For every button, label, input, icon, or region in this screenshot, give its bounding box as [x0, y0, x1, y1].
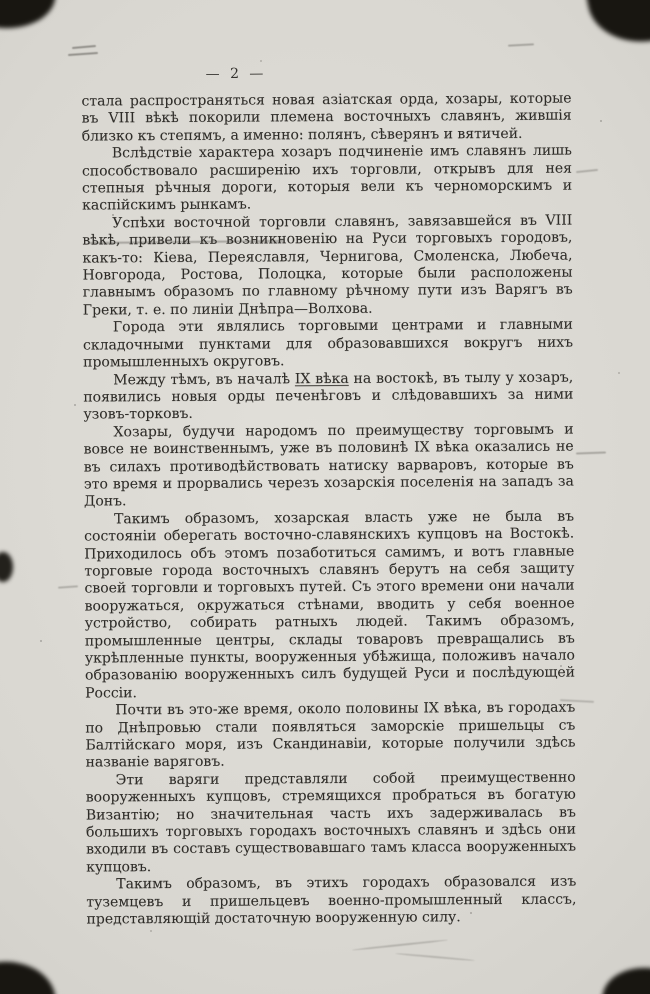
paragraph: Успѣхи восточной торговли славянъ, завязавшейся въ VIII вѣкѣ, привели къ возникновенію на Руси торговыхъ городовъ, какъ-то: Кіева, Переяславля, Чернигова, Смоленска, Любеча, Новгорода, Ростова, Полоцка, которые были расположены главнымъ образомъ по главному рѣчному пути изъ Варягъ въ Греки, т. е. по линіи Днѣпра—Волхова.	[82, 212, 573, 319]
paragraph: Такимъ образомъ, въ этихъ городахъ образовался изъ туземцевъ и пришельцевъ военно-промышленный классъ, представляющій достаточную вооруженную силу.	[86, 873, 577, 928]
scan-artifact	[352, 939, 448, 951]
scan-artifact	[576, 169, 598, 173]
scan-artifact	[58, 585, 78, 588]
scan-artifact	[508, 43, 534, 46]
scan-corner-artifact	[0, 0, 58, 36]
paragraph: Эти варяги представляли собой преимущественно вооруженныхъ купцовъ, стремящихся пробраться въ богатую Византію; но значительная часть ихъ задерживалась въ большихъ торговыхъ городахъ восточныхъ славянъ и здѣсь они входили въ составъ существовавшаго тамъ класса вооруженныхъ купцовъ.	[85, 769, 577, 876]
scan-corner-artifact	[0, 955, 58, 994]
page-number: — 2 —	[205, 65, 267, 83]
paragraph: Почти въ это-же время, около половины IX вѣка, въ городахъ по Днѣпровью стали появляться заморскіе пришельцы съ Балтійскаго моря, изъ Скандинавіи, которые получили здѣсь названіе варяговъ.	[85, 699, 576, 771]
scan-artifact	[68, 52, 98, 56]
paragraph: Такимъ образомъ, хозарская власть уже не была въ состояніи оберегать восточно-славянскихъ купцовъ на Востокѣ. Приходилось объ этомъ позаботиться самимъ, и вотъ главные торговые города восточныхъ славянъ берутъ на себя защиту своей торговли и торговыхъ путей. Съ этого времени они начали вооружаться, окружаться стѣнами, вводить у себя военное устройство, собирать ратныхъ людей. Такимъ образомъ, промышленные центры, склады товаровъ превращались въ укрѣпленные пункты, вооруженныя убѣжища, положивъ начало образованію вооруженныхъ силъ будущей Руси и послѣдующей Россіи.	[84, 508, 576, 702]
scan-artifact	[576, 451, 606, 454]
scan-corner-artifact	[584, 0, 650, 52]
scan-edge-blot	[0, 552, 13, 582]
paragraph: стала распространяться новая азіатская орда, хозары, которые въ VIII вѣкѣ покорили племена восточныхъ славянъ, жившія близко къ степямъ, а именно: полянъ, сѣверянъ и вятичей.	[81, 90, 572, 145]
paragraph: Между тѣмъ, въ началѣ IX вѣка на востокѣ, въ тылу у хозаръ, появились новыя орды печенѣговъ и слѣдовавшихъ за ними узовъ-торковъ.	[83, 369, 574, 423]
underlined-text: IX вѣка	[294, 370, 349, 387]
paragraph: Вслѣдствіе характера хозаръ подчиненіе имъ славянъ лишь способствовало расширенію ихъ торговли, открывъ для нея степныя рѣчныя дороги, которыя вели къ черноморскимъ и каспійскимъ рынкамъ.	[81, 142, 573, 214]
page-text	[81, 91, 576, 929]
scan-artifact	[395, 953, 475, 962]
paper-speckles	[0, 0, 2, 2]
paragraph: Хозары, будучи народомъ по преимуществу торговымъ и вовсе не воинственнымъ, уже въ половинѣ IX вѣка оказались не въ силахъ противодѣйствовать натиску варваровъ, которые въ это время и прорвались черезъ хозарскія поселенія на западъ за Донъ.	[83, 421, 574, 510]
scan-corner-artifact	[600, 960, 650, 994]
scan-artifact	[72, 45, 96, 49]
paragraph: Города эти являлись торговыми центрами и главными складочными пунктами для образовавшихся вокругъ нихъ промышленныхъ округовъ.	[82, 316, 574, 371]
